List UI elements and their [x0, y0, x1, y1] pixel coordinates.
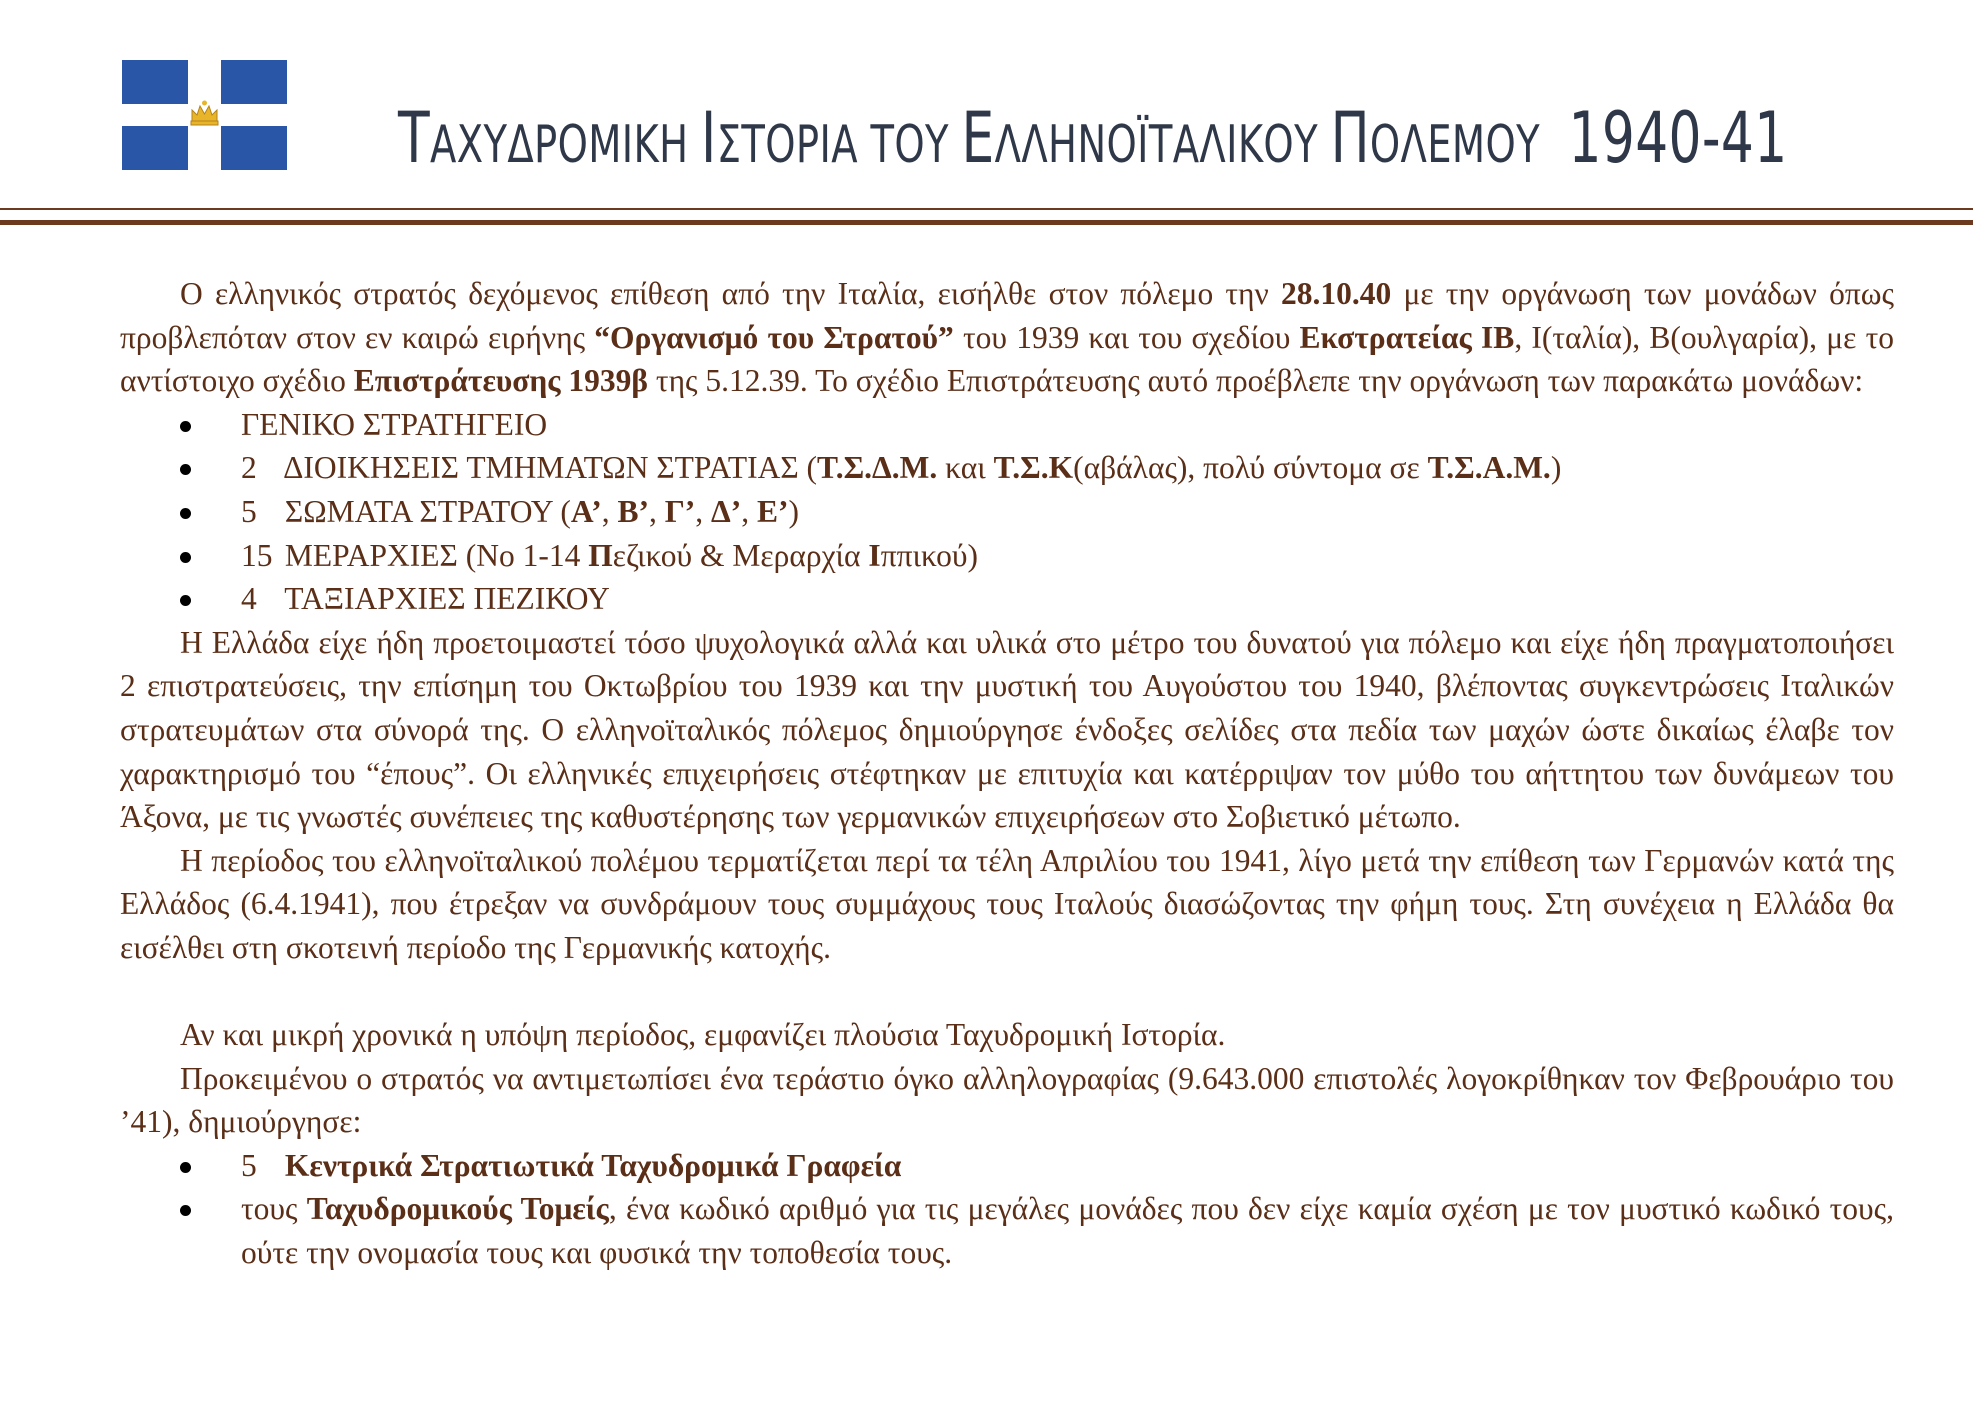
bullet-icon	[180, 1162, 191, 1173]
list-item: 2 ΔΙΟΙΚΗΣΕΙΣ ΤΜΗΜΑΤΩΝ ΣΤΡΑΤΙΑΣ (Τ.Σ.Δ.Μ. και Τ.Σ.Κ(αβάλας), πολύ σύντομα σε Τ.Σ.Α.Μ.)	[120, 446, 1894, 490]
units-list	[120, 403, 1894, 621]
bullet-icon	[180, 464, 191, 475]
page-title: ΤΑΧΥΔΡΟΜΙΚΗ ΙΣΤΟΡΙΑ ΤΟΥ ΕΛΛΗΝΟΪΤΑΛΙΚΟΥ ΠΟΛΕΜΟΥ 1940-41	[398, 97, 1788, 179]
bullet-icon	[180, 1205, 191, 1216]
list-item: 4 ΤΑΞΙΑΡΧΙΕΣ ΠΕΖΙΚΟΥ	[120, 577, 1894, 621]
bullet-icon	[180, 421, 191, 432]
paragraph-preparation: Η Ελλάδα είχε ήδη προετοιμαστεί τόσο ψυχολογικά αλλά και υλικά στο μέτρο του δυνατού για πόλεμο και είχε ήδη πραγματοποιήσει 2 επιστρατεύσεις, την επίσημη του Οκτωβρίου του 1939 και την μυστική του Αυγούστου του 1940, βλέποντας συγκεντρώσεις Ιταλικών στρατευμάτων στα σύνορά της. Ο ελληνοϊταλικός πόλεμος δημιούργησε ένδοξες σελίδες στα πεδία των μαχών ώστε δικαίως έλαβε τον χαρακτηρισμό του “έπους”. Οι ελληνικές επιχειρήσεις στέφτηκαν με επιτυχία και κατέρριψαν τον μύθο του αήττητου των δυνάμεων του Άξονα, με τις γνωστές συνέπειες της καθυστέρησης των γερμανικών επιχειρήσεων στο Σοβιετικό μέτωπο.	[120, 624, 1894, 835]
list-item: 5 ΣΩΜΑΤΑ ΣΤΡΑΤΟΥ (Α’, Β’, Γ’, Δ’, Ε’)	[120, 490, 1894, 534]
bullet-icon	[180, 552, 191, 563]
title-year: 1940-41	[1568, 97, 1788, 179]
bullet-icon	[180, 595, 191, 606]
list-item: τους Ταχυδρομικούς Τομείς, ένα κωδικό αριθμό για τις μεγάλες μονάδες που δεν είχε καμία σχέση με τον μυστικό κωδικό τους, ούτε την ονομασία τους και φυσικά την τοποθεσία τους.	[120, 1187, 1894, 1274]
greek-royal-flag-icon	[122, 60, 287, 170]
header-divider-thin	[0, 208, 1973, 210]
bullet-icon	[180, 508, 191, 519]
list-item: 15 ΜΕΡΑΡΧΙΕΣ (Νο 1-14 Πεζικού & Μεραρχία Ιππικού)	[120, 534, 1894, 578]
list-item: ΓΕΝΙΚΟ ΣΤΡΑΤΗΓΕΙΟ	[120, 403, 1894, 447]
paragraph-end-of-war: Η περίοδος του ελληνοϊταλικού πολέμου τερματίζεται περί τα τέλη Απριλίου του 1941, λίγο μετά την επίθεση των Γερμανών κατά της Ελλάδος (6.4.1941), που έτρεξαν να συνδράμουν τους συμμάχους τους Ιταλούς διασώζοντας την φήμη τους. Στη συνέχεια η Ελλάδα θα εισέλθει στη σκοτεινή περίοδο της Γερμανικής κατοχής.	[120, 842, 1894, 965]
postal-list	[120, 1144, 1894, 1275]
list-item: 5 Κεντρικά Στρατιωτικά Ταχυδρομικά Γραφεία	[120, 1144, 1894, 1188]
header-divider-thick	[0, 220, 1973, 225]
document-body	[120, 272, 1894, 1275]
paragraph-intro: Ο ελληνικός στρατός δεχόμενος επίθεση από την Ιταλία, εισήλθε στον πόλεμο την 28.10.40 με την οργάνωση των μονάδων όπως προβλεπόταν στον εν καιρώ ειρήνης “Οργανισμό του Στρατού” του 1939 και του σχεδίου Εκστρατείας ΙΒ, Ι(ταλία), Β(ουλγαρία), με το αντίστοιχο σχέδιο Επιστράτευσης 1939β της 5.12.39. Το σχέδιο Επιστράτευσης αυτό προέβλεπε την οργάνωση των παρακάτω μονάδων:	[120, 276, 1894, 399]
paragraph-postal-history: Αν και μικρή χρονικά η υπόψη περίοδος, εμφανίζει πλούσια Ταχυδρομική Ιστορία.	[180, 1017, 1226, 1053]
paragraph-correspondence: Προκειμένου ο στρατός να αντιμετωπίσει ένα τεράστιο όγκο αλληλογραφίας (9.643.000 επιστολές λογοκρίθηκαν τον Φεβρουάριο του ’41), δημιούργησε:	[120, 1060, 1894, 1140]
